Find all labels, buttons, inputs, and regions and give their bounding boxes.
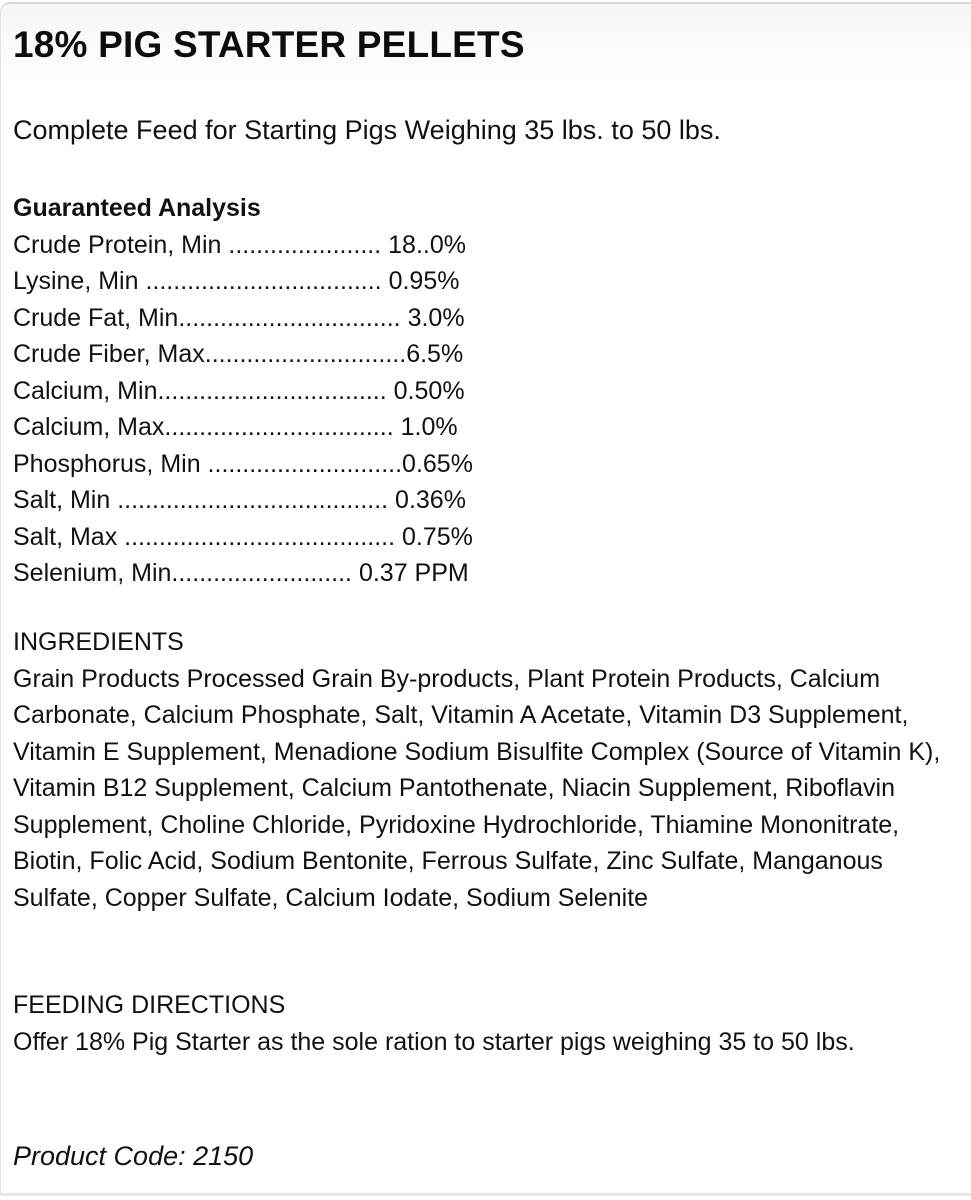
dot-leader: ....................................... [117, 522, 402, 551]
dot-leader: ................................. [157, 376, 394, 405]
analysis-row-calcium-min [13, 373, 473, 410]
analysis-row-calcium-max [13, 409, 473, 446]
product-subtitle: Complete Feed for Starting Pigs Weighing 35 lbs. to 50 lbs. [13, 115, 721, 145]
dot-leader: ...................... [221, 230, 389, 259]
analysis-value: 1.0% [400, 413, 458, 441]
analysis-label: Lysine, Min [13, 267, 139, 295]
product-code: Product Code: 2150 [13, 1141, 254, 1171]
dot-leader: ............................ [200, 449, 403, 478]
guaranteed-analysis [13, 190, 473, 592]
feeding-directions-section [13, 987, 943, 1060]
analysis-row-salt-max [13, 519, 473, 556]
guaranteed-analysis-heading: Guaranteed Analysis [13, 194, 261, 222]
analysis-row-salt-min [13, 482, 473, 519]
analysis-label: Crude Fat, Min [13, 303, 179, 332]
analysis-label: Salt, Max [13, 522, 118, 551]
analysis-label: Salt, Min [13, 486, 111, 514]
dot-leader: ....................................... [110, 486, 396, 514]
dot-leader: .......................... [171, 559, 359, 587]
dot-leader: ............................. [204, 340, 407, 368]
analysis-label: Selenium, Min [13, 559, 172, 587]
ingredients-text: Grain Products Processed Grain By-products, Plant Protein Products, Calcium Carbonate, Calcium Phosphate, Salt, Vitamin A Acetate, Vitamin D3 Supplement, Vitamin E Supplement, Menadione Sodium Bisulfite Complex (Source of Vitamin K), Vitamin B12 Supplement, Calcium Pantothenate, Niacin Supplement, Riboflavin Supplement, Choline Chloride, Pyridoxine Hydrochloride, Thiamine Mononitrate, Biotin, Folic Acid, Sodium Bentonite, Ferrous Sulfate, Zinc Sulfate, Manganous Sulfate, Copper Sulfate, Calcium Iodate, Sodium Selenite [13, 664, 941, 912]
analysis-row-crude-fat [13, 300, 473, 337]
analysis-value: 0.36% [395, 486, 466, 514]
analysis-value: 18..0% [388, 230, 466, 259]
analysis-value: 0.95% [388, 267, 460, 295]
analysis-value: 0.50% [393, 376, 465, 405]
analysis-label: Calcium, Max [13, 413, 165, 441]
analysis-label: Calcium, Min [13, 376, 158, 405]
analysis-row-phosphorus [13, 446, 473, 483]
analysis-value: 3.0% [407, 303, 465, 332]
analysis-label: Phosphorus, Min [13, 449, 201, 478]
analysis-value: 0.75% [401, 522, 473, 551]
analysis-value: 0.65% [402, 449, 473, 478]
analysis-value: 0.37 PPM [358, 559, 469, 587]
ingredients-heading: INGREDIENTS [13, 628, 184, 656]
analysis-row-lysine [13, 263, 473, 300]
analysis-row-crude-fiber [13, 336, 473, 373]
product-title: 18% PIG STARTER PELLETS [13, 24, 525, 65]
analysis-label: Crude Fiber, Max [13, 340, 205, 368]
feeding-directions-text: Offer 18% Pig Starter as the sole ration to starter pigs weighing 35 to 50 lbs. [13, 1027, 855, 1056]
analysis-row-crude-protein [13, 227, 473, 264]
dot-leader: ................................. [164, 413, 401, 441]
bottom-divider [0, 1193, 971, 1196]
analysis-label: Crude Protein, Min [13, 230, 222, 259]
ingredients-section [13, 624, 958, 916]
dot-leader: ................................ [178, 303, 408, 332]
analysis-row-selenium [13, 555, 473, 592]
feeding-directions-heading: FEEDING DIRECTIONS [13, 991, 286, 1019]
analysis-value: 6.5% [406, 340, 464, 368]
dot-leader: .................................. [138, 267, 389, 295]
